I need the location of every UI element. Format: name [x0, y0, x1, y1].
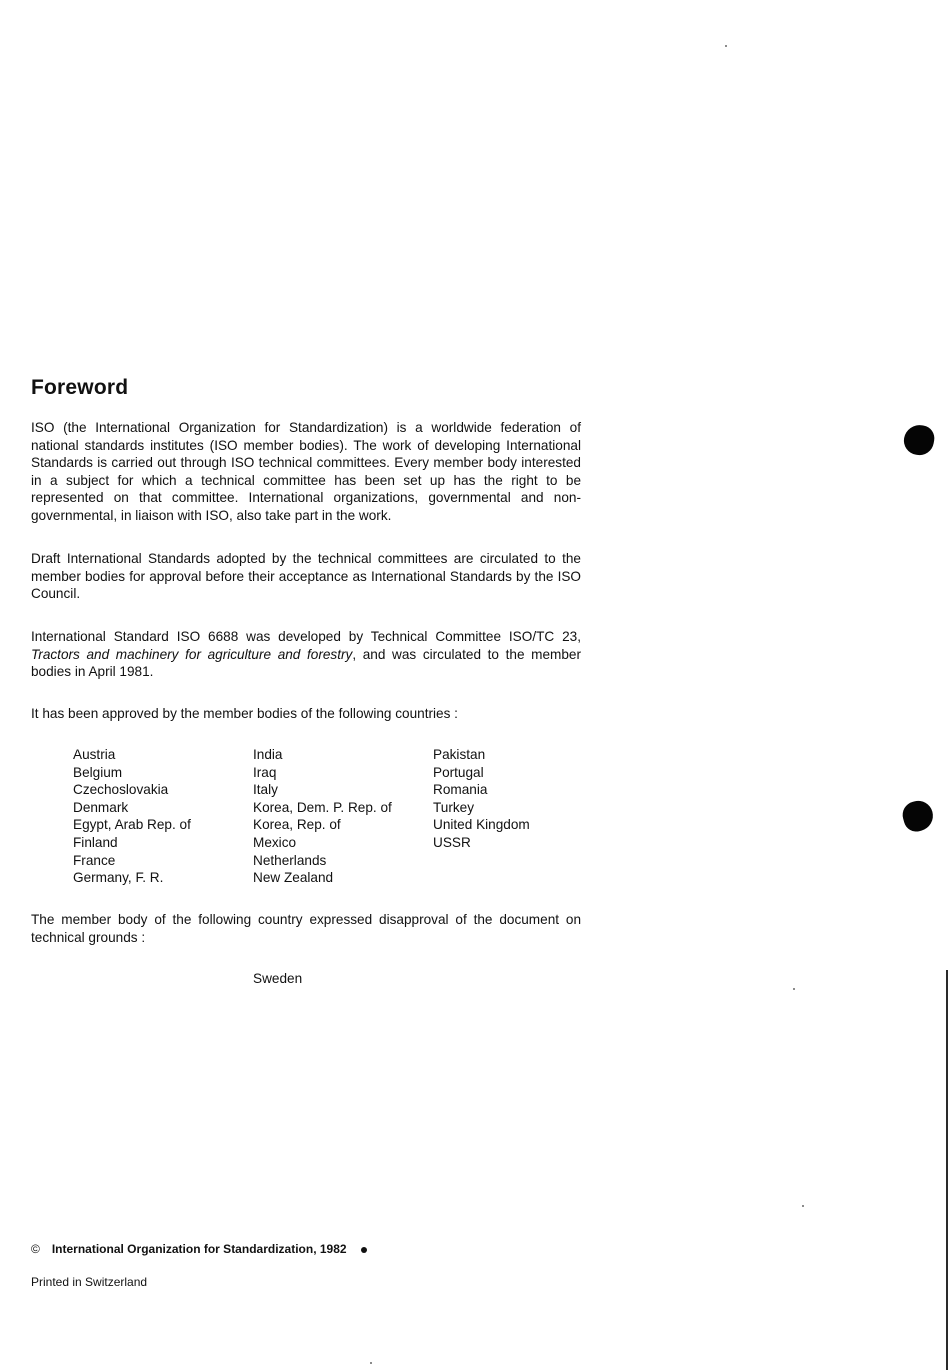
paragraph-draft-standards: Draft International Standards adopted by the technical committees are circulated to the member bodies for approval before their acceptance as International Standards by the ISO Council. [31, 551, 581, 602]
country-list-column-3 [433, 746, 530, 852]
page-title: Foreword [31, 376, 129, 399]
list-item: Denmark [73, 799, 129, 815]
country-list-column-2 [253, 746, 392, 887]
list-item: Germany, F. R. [73, 870, 164, 886]
committee-title: Tractors and machinery for agriculture and forestry [31, 646, 353, 662]
paragraph-lead-text: International Standard ISO 6688 was developed by Technical Committee ISO/TC 23, [31, 629, 581, 644]
list-item: India [253, 747, 283, 762]
paragraph-standard-development [31, 628, 581, 681]
country-list-column-1 [73, 746, 191, 887]
page-edge-line [946, 970, 948, 1370]
list-item: Finland [73, 834, 118, 850]
list-item: Romania [433, 782, 488, 798]
punch-hole-icon [902, 423, 937, 458]
list-item: New Zealand [253, 870, 334, 886]
list-item: Italy [253, 782, 278, 798]
list-item: Czechoslovakia [73, 782, 169, 798]
list-item: USSR [433, 834, 471, 850]
paragraph-iso-intro: ISO (the International Organization for Standardization) is a worldwide federation of national standards institutes (ISO member bodies). The work of developing International Standards is carried out through ISO technical committees. Every member body interested in a subject for which a technical committee has been set up has the right to be represented on that committee. International organizations, governmental and non-governmental, in liaison with ISO, also take part in the work. [31, 420, 581, 523]
list-item: Netherlands [253, 852, 327, 868]
list-item: Belgium [73, 764, 123, 780]
list-item: Austria [73, 747, 116, 762]
scan-speck [370, 1362, 372, 1364]
paragraph-disapproval: The member body of the following country expressed disapproval of the document on technical grounds : [31, 912, 581, 945]
list-item: France [73, 852, 116, 868]
list-item: Korea, Dem. P. Rep. of [253, 799, 392, 815]
list-item: Portugal [433, 764, 484, 780]
scan-speck [793, 988, 795, 990]
scan-speck [802, 1205, 804, 1207]
copyright-symbol: © [31, 1242, 40, 1256]
paragraph-tail-text: , and was circulated to the member bodies in April 1981. [31, 646, 581, 680]
punch-hole-icon [900, 798, 937, 835]
bullet-icon [361, 1247, 367, 1253]
printed-location: Printed in Switzerland [31, 1275, 148, 1289]
list-item: United Kingdom [433, 817, 530, 833]
disapproving-country: Sweden [253, 971, 303, 986]
list-item: Turkey [433, 799, 475, 815]
list-item: Pakistan [433, 747, 486, 762]
copyright-notice [31, 1242, 367, 1256]
scan-speck [725, 45, 727, 47]
paragraph-approval-intro: It has been approved by the member bodies of the following countries : [31, 706, 458, 721]
list-item: Iraq [253, 764, 277, 780]
list-item: Mexico [253, 834, 297, 850]
list-item: Korea, Rep. of [253, 817, 341, 833]
copyright-text: International Organization for Standardization, 1982 [51, 1242, 347, 1256]
list-item: Egypt, Arab Rep. of [73, 817, 191, 833]
